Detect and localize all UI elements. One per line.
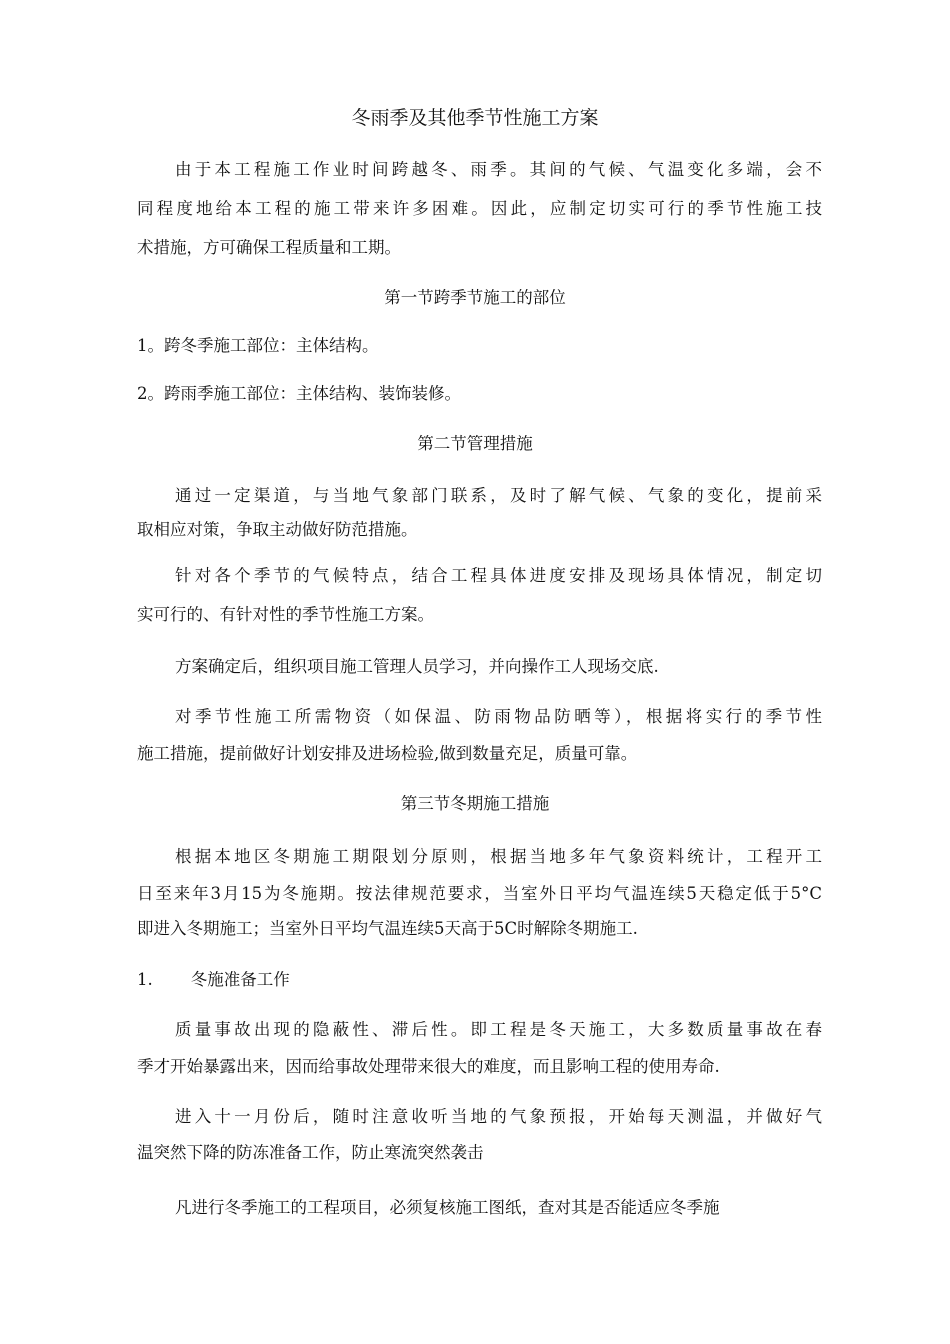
s3-subheading-number: 1. <box>137 970 153 989</box>
s3-subheading-label: 冬施准备工作 <box>190 970 290 989</box>
s2-p2-line-1: 针对各个季节的气候特点，结合工程具体进度安排及现场具体情况，制定切 <box>175 566 822 585</box>
s3-p3-line-2: 温突然下降的防冻准备工作，防止寒流突然袭击 <box>137 1143 484 1162</box>
s3-p1-line-3: 即进入冬期施工；当室外日平均气温连续5天高于5C时解除冬期施工. <box>137 919 638 938</box>
s2-p3-line-1: 方案确定后，组织项目施工管理人员学习，并向操作工人现场交底. <box>175 657 659 676</box>
document-title: 冬雨季及其他季节性施工方案 <box>351 107 599 129</box>
s2-p4-line-2: 施工措施，提前做好计划安排及进场检验,做到数量充足，质量可靠。 <box>137 744 638 763</box>
s3-subheading-1 <box>137 968 290 992</box>
section-2-heading: 第二节管理措施 <box>417 434 533 453</box>
section-1-heading: 第一节跨季节施工的部位 <box>384 288 566 307</box>
s2-p4-line-1: 对季节性施工所需物资（如保温、防雨物品防晒等），根据将实行的季节性 <box>175 707 822 726</box>
section-1-item-1: 1。跨冬季施工部位：主体结构。 <box>137 336 379 355</box>
section-3-heading: 第三节冬期施工措施 <box>400 794 550 813</box>
s3-p4-line-1: 凡进行冬季施工的工程项目，必须复核施工图纸，查对其是否能适应冬季施 <box>175 1198 720 1217</box>
s3-p2-line-1: 质量事故出现的隐蔽性、滞后性。即工程是冬天施工，大多数质量事故在春 <box>175 1020 822 1039</box>
s2-p1-line-2: 取相应对策，争取主动做好防范措施。 <box>137 520 418 539</box>
s2-p2-line-2: 实可行的、有针对性的季节性施工方案。 <box>137 605 434 624</box>
intro-line-1: 由于本工程施工作业时间跨越冬、雨季。其间的气候、气温变化多端，会不 <box>175 160 822 179</box>
intro-line-3: 术措施，方可确保工程质量和工期。 <box>137 238 401 257</box>
intro-line-2: 同程度地给本工程的施工带来许多困难。因此，应制定切实可行的季节性施工技 <box>137 199 822 218</box>
s3-p3-line-1: 进入十一月份后，随时注意收听当地的气象预报，开始每天测温，并做好气 <box>175 1107 822 1126</box>
section-1-item-2: 2。跨雨季施工部位：主体结构、装饰装修。 <box>137 384 461 403</box>
s2-p1-line-1: 通过一定渠道，与当地气象部门联系，及时了解气候、气象的变化，提前采 <box>175 486 822 505</box>
s3-p1-line-1: 根据本地区冬期施工期限划分原则，根据当地多年气象资料统计，工程开工 <box>175 847 822 866</box>
s3-p2-line-2: 季才开始暴露出来，因而给事故处理带来很大的难度，而且影响工程的使用寿命. <box>137 1057 720 1076</box>
s3-p1-line-2: 日至来年3月15为冬施期。按法律规范要求，当室外日平均气温连续5天稳定低于5°C <box>137 884 822 903</box>
